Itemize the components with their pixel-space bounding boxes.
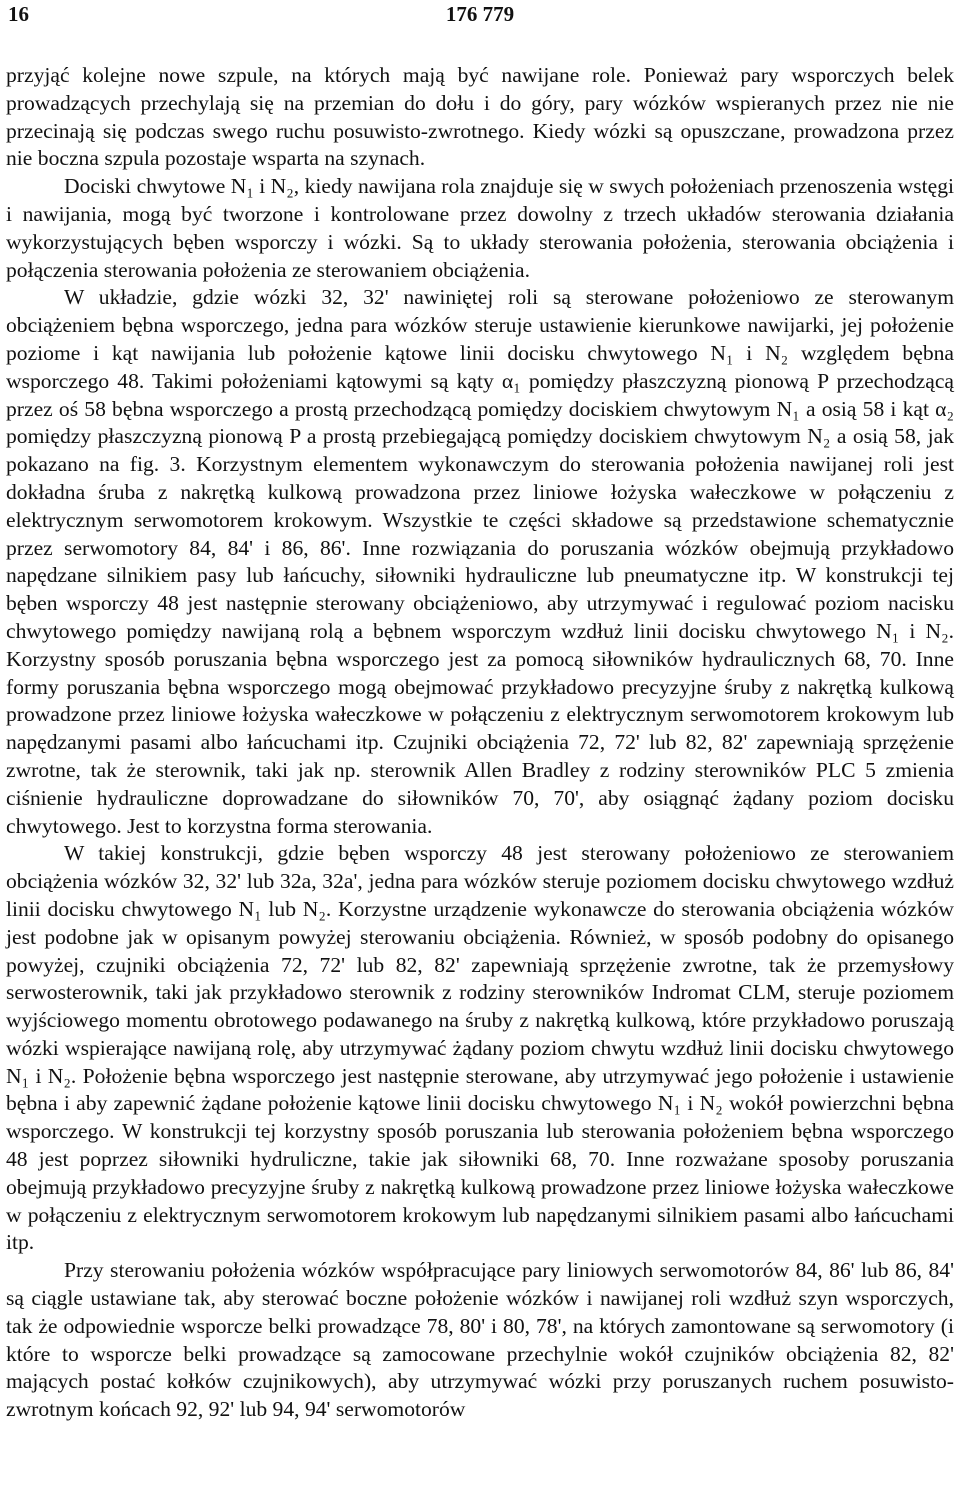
paragraph: Dociski chwytowe N₁ i N₂, kiedy nawijana rola znajduje się w swych położeniach przenoszenia wstęgi i nawijania, mogą być tworzone i kontrolowane przez dowolny z trzech układów sterowania działania wykorzystujących bęben wsporczy i wózki. Są to układy sterowania położenia, sterowania obciążenia i połączenia sterowania położenia ze sterowaniem obciążenia. bbox=[6, 174, 954, 282]
paragraph: przyjąć kolejne nowe szpule, na których mają być nawijane role. Ponieważ pary wsporczych belek prowadzących przechylają się na przemian do dołu i do góry, pary wózków wspieranych przez nie nie przecinają się podczas swego ruchu posuwisto-zwrotnego. Kiedy wózki są opuszczane, prowadzona przez nie boczna szpula pozostaje wsparta na szynach. bbox=[6, 63, 954, 171]
paragraph: W takiej konstrukcji, gdzie bęben wsporczy 48 jest sterowany położeniowo ze sterowaniem obciążenia wózków 32, 32' lub 32a, 32a', jedna para wózków steruje poziomem docisku chwytowego wzdłuż linii docisku chwytowego N₁ lub N₂. Korzystne urządzenie wykonawcze do sterowania obciążenia wózków jest podobne jak w opisanym powyżej sterowaniu obciążenia. Również, w sposób podobny do opisanego powyżej, czujniki obciążenia 72, 72' lub 82, 82' zapewniają sprzężenie zwrotne, tak że przemysłowy serwosterownik, taki jak przykładowo sterownik z rodziny sterowników Indromat CLM, steruje poziomem wyjściowego momentu obrotowego podawanego na śruby z nakrętką kulkową, które przykładowo poruszają wózki wspierające nawijaną rolę, aby utrzymywać żądany poziom chwytu wzdłuż linii docisku chwytowego N₁ i N₂. Położenie bębna wsporczego jest następnie sterowane, aby utrzymywać jego położenie i ustawienie bębna i aby zapewnić żądane położenie kątowe linii docisku chwytowego N₁ i N₂ wokół powierzchni bębna wsporczego. W konstrukcji tej korzystny sposób poruszania lub sterowania położeniem bębna wsporczego 48 jest poprzez siłowniki hydruliczne, takie jak siłowniki 68, 70. Inne rozważane sposoby poruszania obejmują przykładowo precyzyjne śruby z nakrętką kulkową prowadzone przez liniowe łożyska wałeczkowe w połączeniu z elektrycznym serwomotorem krokowym lub napędzanymi silnikiem pasami albo łańcuchami itp. bbox=[6, 841, 954, 1255]
paragraph: W układzie, gdzie wózki 32, 32' nawiniętej roli są sterowane położeniowo ze sterowanym obciążeniem bębna wsporczego, jedna para wózków steruje ustawienie kierunkowe nawijarki, jej położenie poziome i kąt nawijania lub położenie kątowe linii docisku chwytowego N₁ i N₂ względem bębna wsporczego 48. Takimi położeniami kątowymi są kąty α₁ pomiędzy płaszczyzną pionową P przechodzącą przez oś 58 bębna wsporczego a prostą przechodzącą pomiędzy dociskiem chwytowym N₁ a osią 58 i kąt α₂ pomiędzy płaszczyzną pionową P a prostą przebiegającą pomiędzy dociskiem chwytowym N₂ a osią 58, jak pokazano na fig. 3. Korzystnym elementem wykonawczym do sterowania położenia nawijanej roli jest dokładna śruba z nakrętką kulkową prowadzona przez liniowe łożyska wałeczkowe w połączeniu z elektrycznym serwomotorem krokowym. Wszystkie te części składowe są przedstawione schematycznie przez serwomotory 84, 84' i 86, 86'. Inne rozwiązania do poruszania wózków obejmują przykładowo napędzane silnikiem pasy lub łańcuchy, siłowniki hydrauliczne lub pneumatyczne itp. W konstrukcji tej bęben wsporczy 48 jest następnie sterowany obciążeniowo, aby utrzymywać i regulować poziom nacisku chwytowego pomiędzy nawijaną rolą a bębnem wsporczym wzdłuż linii docisku chwytowego N₁ i N₂. Korzystny sposób poruszania bębna wsporczego jest za pomocą siłowników hydraulicznych 68, 70. Inne formy poruszania bębna wsporczego mogą obejmować przykładowo precyzyjne śruby z nakrętką kulkową prowadzone przez liniowe łożyska wałeczkowe w połączeniu z elektrycznym serwomotorem krokowym lub napędzanymi pasami albo łańcuchami itp. Czujniki obciążenia 72, 72' lub 82, 82' zapewniają sprzężenie zwrotne, tak że sterownik, taki jak np. sterownik Allen Bradley z rodziny sterowników PLC 5 zmienia ciśnienie hydrauliczne doprowadzane do siłowników 70, 70', aby osiągnąć żądany poziom docisku chwytowego. Jest to korzystna forma sterowania. bbox=[6, 285, 954, 838]
page-number: 16 bbox=[8, 2, 29, 26]
patent-number: 176 779 bbox=[445, 2, 515, 26]
page-header bbox=[6, 0, 954, 40]
body-text bbox=[6, 62, 954, 1424]
paragraph: Przy sterowaniu położenia wózków współpracujące pary liniowych serwomotorów 84, 86' lub 86, 84' są ciągle ustawiane tak, aby sterować boczne położenie wózków i nawijanej roli wzdłuż szyn wsporczych, tak że odpowiednie wsporcze belki prowadzące 78, 80' i 80, 78', na których zamontowane są serwomotory (i które to wsporcze belki prowadzące są zamocowane przechylnie wokół czujników obciążenia 82, 82' mających postać kołków czujnikowych), aby utrzymywać wózki przy poruszanych ruchem posuwisto-zwrotnym końcach 92, 92' lub 94, 94' serwomotorów bbox=[6, 1258, 954, 1422]
